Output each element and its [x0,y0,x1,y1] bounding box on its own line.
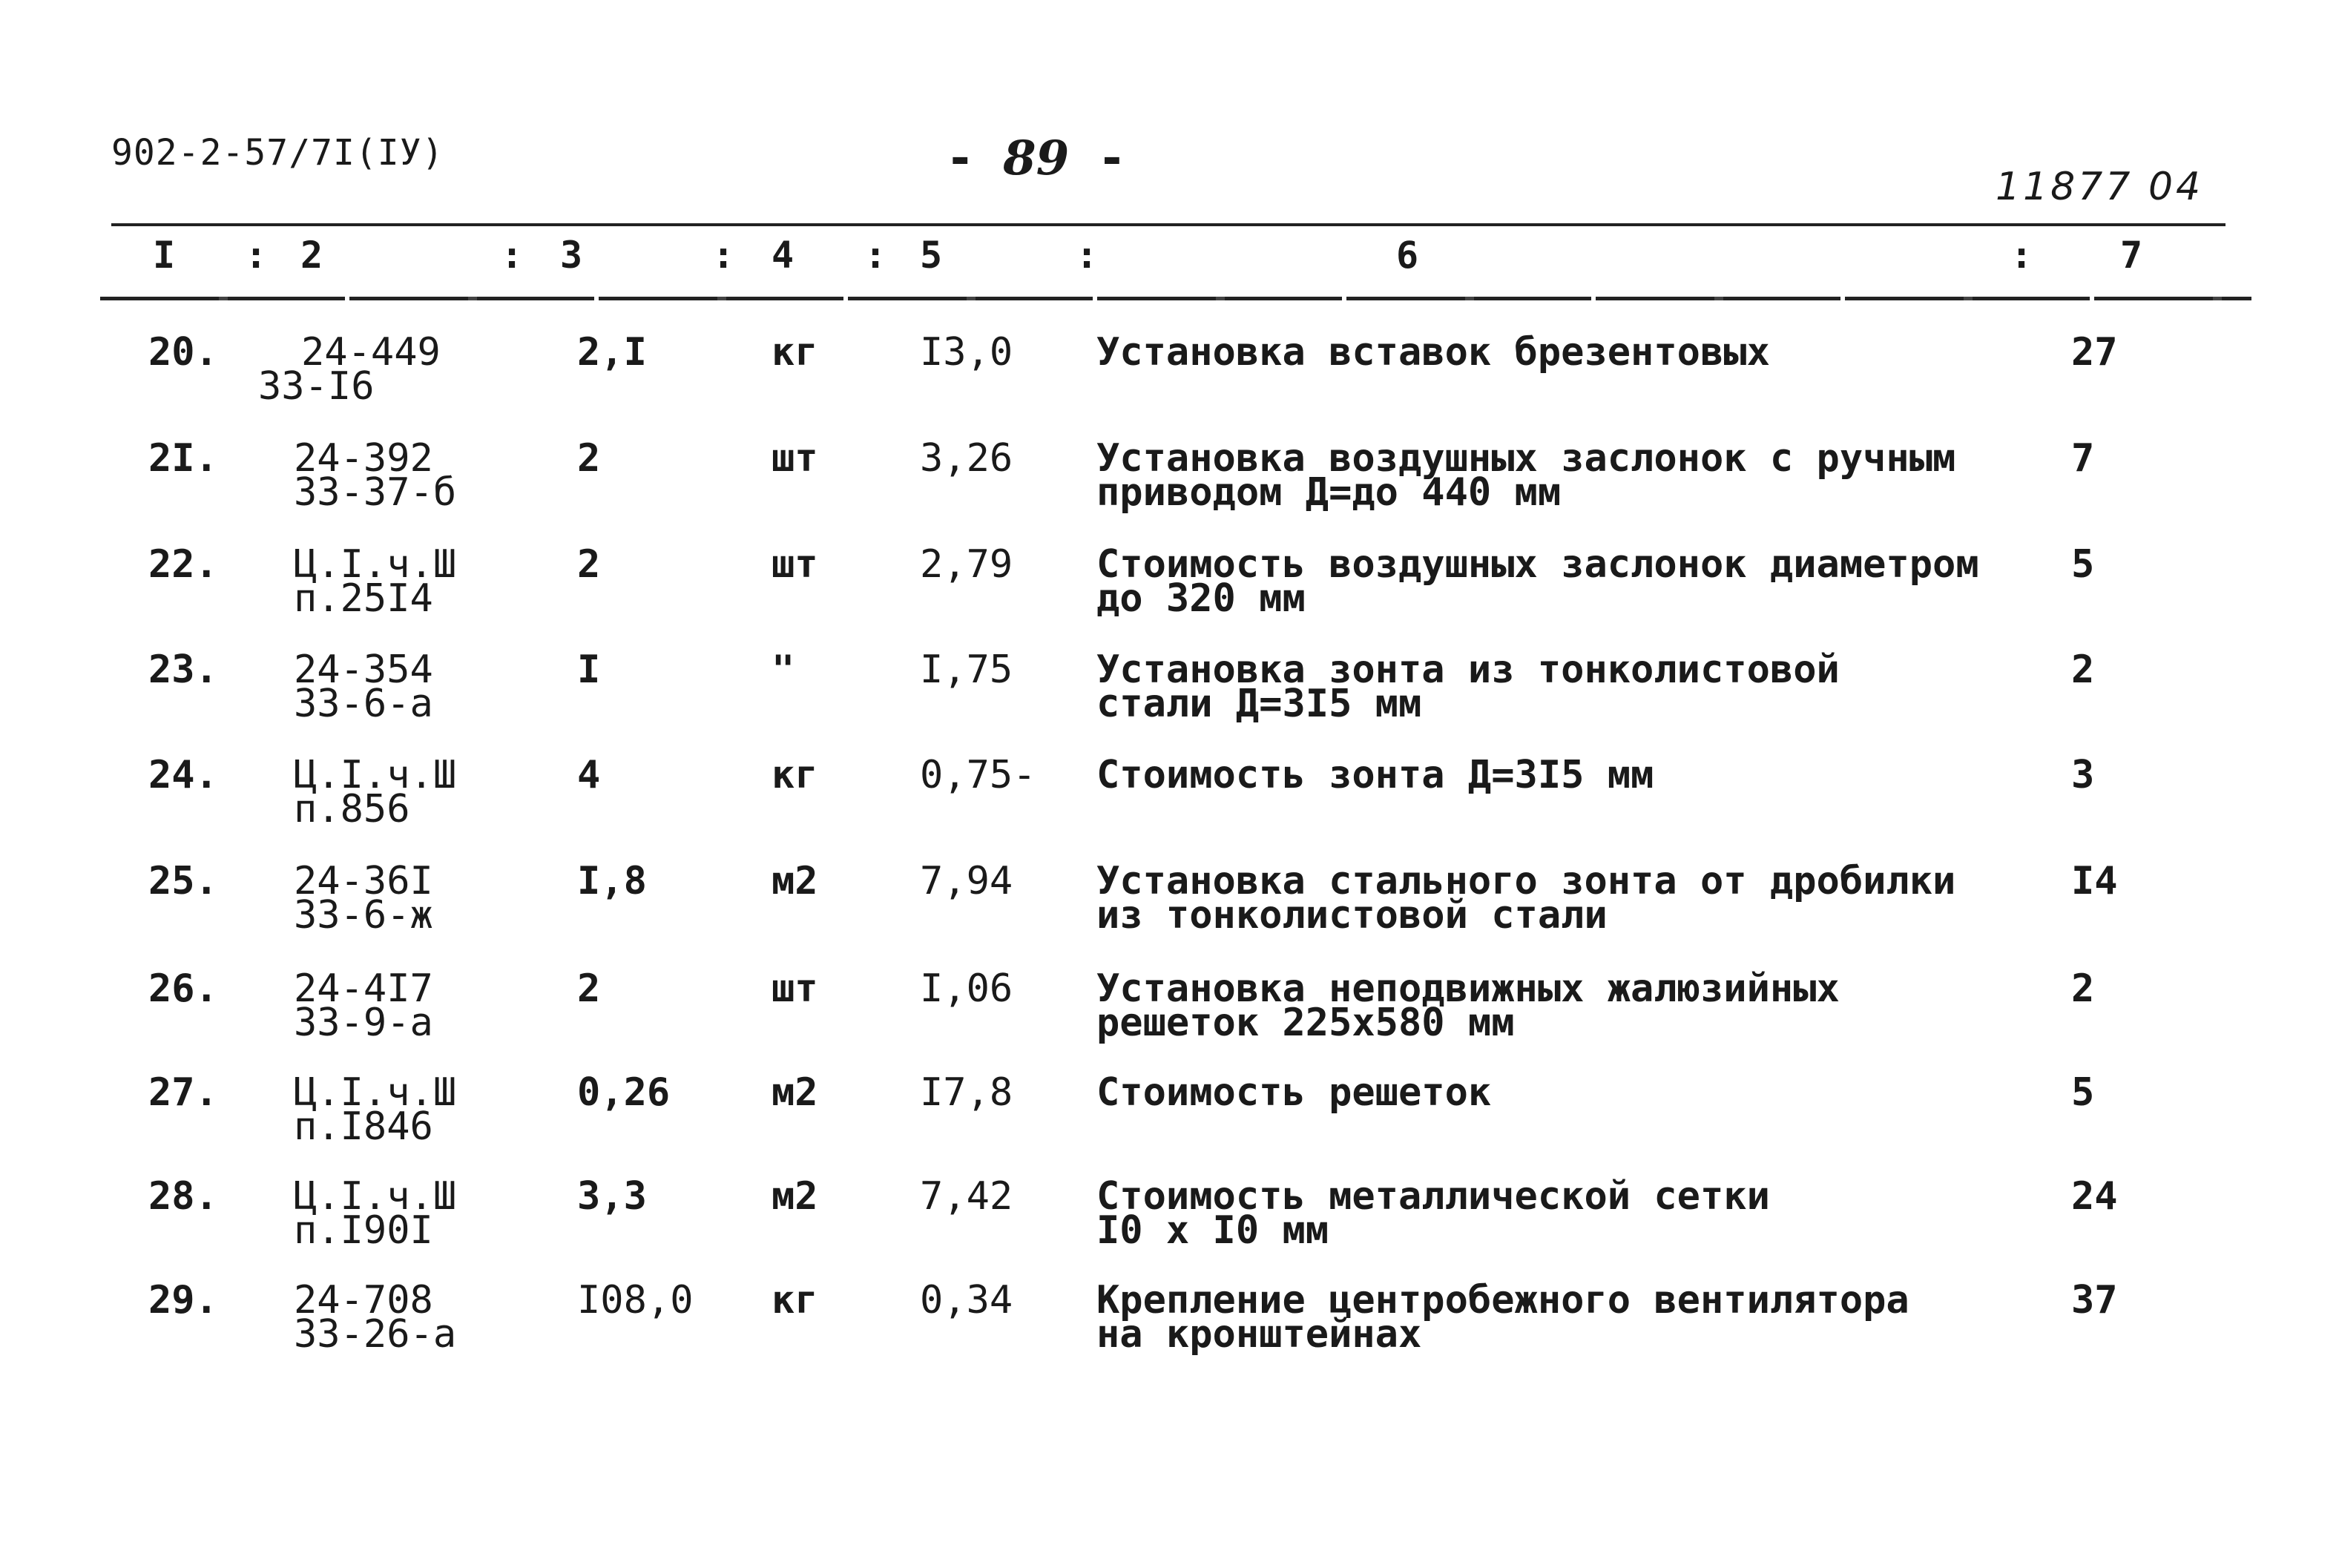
description-line1: Крепление центробежного вентилятора [1096,1278,1909,1322]
unit: кг [772,1278,818,1322]
row-number: 26. [148,966,218,1011]
description-line1: Стоимость воздушных заслонок диаметром [1096,542,1979,587]
norm-code-line1: Ц.I.ч.Ш [294,1070,457,1115]
quantity: 4 [577,753,601,797]
page-number-dash-right: - [1097,131,1127,186]
quantity: I,8 [577,859,647,903]
description [1096,1278,1909,1357]
description-line1: Установка вставок брезентовых [1096,330,1770,375]
table-row [0,1174,2339,1276]
norm-code-line1: 24-392 [294,436,433,481]
norm-code [258,330,441,409]
description-line2: стали Д=3I5 мм [1096,682,1422,726]
total-cost: 2 [2071,648,2095,692]
norm-code-line2: п.25I4 [294,576,433,621]
unit: м2 [772,1174,818,1219]
row-number: 29. [148,1278,218,1322]
column-separator: : [712,234,735,277]
norm-code-line1: Ц.I.ч.Ш [294,753,457,797]
unit-price: 3,26 [920,436,1013,481]
column-header-5: 5 [920,234,943,277]
column-separator: : [1076,234,1099,277]
table-row [0,330,2339,432]
table-row [0,648,2339,749]
description [1096,966,1840,1045]
description-line2: приводом Д=до 440 мм [1096,470,1562,515]
norm-code-line1: Ц.I.ч.Ш [294,1174,457,1219]
unit-price: 0,34 [920,1278,1013,1322]
description-line1: Установка зонта из тонколистовой [1096,648,1840,692]
unit-price: 7,94 [920,859,1013,903]
unit: шт [772,966,818,1011]
quantity: 2,I [577,330,647,375]
description-line2: I0 х I0 мм [1096,1208,1329,1253]
unit: кг [772,330,818,375]
total-cost: 27 [2071,330,2118,375]
description-line1: Стоимость металлической сетки [1096,1174,1770,1219]
description-line2: на кронштейнах [1096,1312,1422,1357]
description-line2: до 320 мм [1096,576,1306,621]
unit-price: I,06 [920,966,1013,1011]
norm-code [294,859,433,938]
table-row [0,753,2339,854]
description [1096,542,1979,621]
norm-code-line2: 33-37-б [294,470,457,515]
column-separator: : [245,234,268,277]
norm-code-line1: 24-354 [294,648,433,692]
description [1096,1070,1492,1115]
norm-code-line2: 33-I6 [258,364,375,409]
column-header-3: 3 [560,234,583,277]
description-line2: из тонколистовой стали [1096,893,1608,938]
row-number: 22. [148,542,218,587]
unit: " [772,648,795,692]
norm-code-line1: 24-4I7 [294,966,433,1011]
norm-code [294,648,433,726]
column-separator: : [864,234,887,277]
quantity: 2 [577,436,601,481]
description [1096,436,1956,515]
norm-code-line1: 24-708 [294,1278,433,1322]
total-cost: 5 [2071,1070,2095,1115]
description-line2: решеток 225х580 мм [1096,1001,1515,1045]
description-line1: Стоимость зонта Д=3I5 мм [1096,753,1654,797]
norm-code [294,966,433,1045]
total-cost: 2 [2071,966,2095,1011]
row-number: 28. [148,1174,218,1219]
row-number: 2I. [148,436,218,481]
description-line1: Установка стального зонта от дробилки [1096,859,1956,903]
column-header-2: 2 [300,234,323,277]
norm-code-line2: 33-26-а [294,1312,457,1357]
norm-code-line2: п.I846 [294,1104,433,1149]
unit: кг [772,753,818,797]
norm-code-line2: п.856 [294,787,410,831]
description [1096,648,1840,726]
row-number: 25. [148,859,218,903]
unit-price: 2,79 [920,542,1013,587]
norm-code-line2: 33-6-а [294,682,433,726]
page-number-value: 89 [1003,131,1070,186]
total-cost: 3 [2071,753,2095,797]
unit: шт [772,542,818,587]
description [1096,330,1770,375]
archive-number: 11877 04 [1996,165,2204,209]
row-number: 24. [148,753,218,797]
column-header-6: 6 [1396,234,1419,277]
unit-price: I7,8 [920,1070,1013,1115]
total-cost: 37 [2071,1278,2118,1322]
page-number-dash-left: - [946,131,975,186]
document-code: 902-2-57/7I(IУ) [111,132,444,174]
quantity: 0,26 [577,1070,671,1115]
norm-code-line1: Ц.I.ч.Ш [294,542,457,587]
unit: м2 [772,1070,818,1115]
table-row [0,1070,2339,1172]
unit: шт [772,436,818,481]
norm-code-line1: 24-36I [294,859,433,903]
row-number: 20. [148,330,218,375]
description-line1: Установка неподвижных жалюзийных [1096,966,1840,1011]
quantity: 2 [577,966,601,1011]
norm-code-line2: 33-9-а [294,1001,433,1045]
table-header-rule [100,297,2251,300]
norm-code [294,1278,457,1357]
unit-price: I3,0 [920,330,1013,375]
column-header-4: 4 [772,234,795,277]
column-header-1: I [153,234,176,277]
table-row [0,859,2339,961]
norm-code [294,1070,457,1149]
quantity: 3,3 [577,1174,647,1219]
norm-code-line2: п.I90I [294,1208,433,1253]
table-top-rule [111,223,2225,226]
table-row [0,542,2339,644]
table-row [0,436,2339,538]
quantity: 2 [577,542,601,587]
norm-code-line1: 24-449 [301,330,441,375]
norm-code [294,1174,457,1253]
unit: м2 [772,859,818,903]
row-number: 23. [148,648,218,692]
column-separator: : [2010,234,2033,277]
description-line1: Стоимость решеток [1096,1070,1492,1115]
total-cost: 7 [2071,436,2095,481]
quantity: I [577,648,601,692]
table-row [0,1278,2339,1380]
table-row [0,966,2339,1068]
row-number: 27. [148,1070,218,1115]
norm-code-line2: 33-6-ж [294,893,433,938]
page-number [946,131,1126,186]
norm-code [294,542,457,621]
description [1096,1174,1770,1253]
total-cost: 5 [2071,542,2095,587]
unit-price: I,75 [920,648,1013,692]
column-separator: : [501,234,524,277]
total-cost: I4 [2071,859,2118,903]
column-header-7: 7 [2120,234,2143,277]
total-cost: 24 [2071,1174,2118,1219]
description [1096,753,1654,797]
quantity: I08,0 [577,1278,694,1322]
norm-code [294,436,457,515]
unit-price: 7,42 [920,1174,1013,1219]
unit-price: 0,75- [920,753,1036,797]
description-line1: Установка воздушных заслонок с ручным [1096,436,1956,481]
description [1096,859,1956,938]
norm-code [294,753,457,831]
